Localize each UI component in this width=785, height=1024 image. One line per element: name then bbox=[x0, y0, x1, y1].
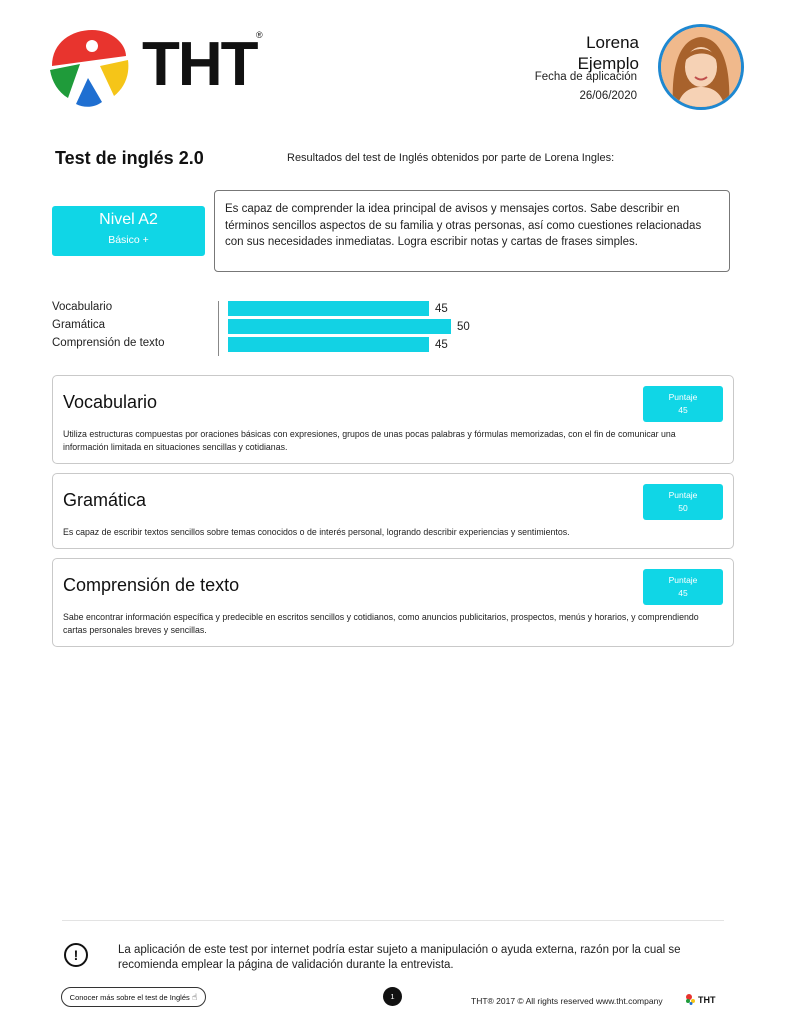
bar-gramatica bbox=[228, 319, 451, 334]
page-title: Test de inglés 2.0 bbox=[55, 148, 204, 168]
learn-more-label: Conocer más sobre el test de Inglés bbox=[69, 993, 190, 1002]
brand-name: THT bbox=[142, 30, 257, 99]
level-subtitle: Básico + bbox=[108, 234, 149, 246]
registered-mark: ® bbox=[256, 30, 263, 40]
tht-mini-logo-icon bbox=[685, 993, 717, 1005]
avatar-portrait-icon bbox=[661, 27, 741, 107]
score-badge bbox=[643, 386, 723, 422]
learn-more-button[interactable] bbox=[61, 987, 206, 1007]
skill-card-gramatica bbox=[52, 473, 734, 549]
skill-card-vocabulario bbox=[52, 375, 734, 464]
chart-axis bbox=[218, 301, 219, 356]
candidate-first-name: Lorena bbox=[586, 33, 639, 52]
bar-comprension bbox=[228, 337, 429, 352]
score-label: Puntaje bbox=[668, 575, 698, 585]
bar-value-comprension: 45 bbox=[435, 339, 448, 351]
logo-mark-icon bbox=[50, 30, 128, 107]
score-value: 50 bbox=[678, 503, 688, 513]
results-subtitle: Resultados del test de Inglés obtenidos por parte de Lorena Ingles: bbox=[287, 152, 615, 164]
bar-label-comprension: Comprensión de texto bbox=[52, 337, 165, 349]
bar-value-vocabulario: 45 bbox=[435, 303, 448, 315]
warning-text: La aplicación de este test por internet podría estar sujeto a manipulación o ayuda externa, razón por la cual se recomienda emplear la página de validación durante la entrevista. bbox=[118, 944, 681, 971]
bar-value-gramatica: 50 bbox=[457, 321, 470, 333]
level-title: Nivel A2 bbox=[99, 211, 158, 228]
svg-text:THT: THT bbox=[698, 995, 716, 1005]
level-description: Es capaz de comprender la idea principal de avisos y mensajes cortos. Sabe describir en términos sencillos aspectos de su familia y otras personas, así como cuestiones relacionadas con sus necesidades inmediatas. Logra escribir notas y cartas de frases simples. bbox=[214, 190, 730, 272]
skill-description: Utiliza estructuras compuestas por oraciones básicas con expresiones, grupos de unas pocas palabras y fórmulas memorizadas, con el fin de comunicar una información limitada en situaciones sencillas y cotidianas. bbox=[63, 429, 676, 452]
date-label: Fecha de aplicación bbox=[534, 71, 637, 83]
score-value: 45 bbox=[678, 405, 688, 415]
date-value: 26/06/2020 bbox=[579, 90, 637, 102]
score-label: Puntaje bbox=[668, 490, 698, 500]
copyright-text: THT® 2017 © All rights reserved www.tht.company bbox=[471, 996, 663, 1006]
avatar bbox=[658, 24, 744, 110]
score-value: 45 bbox=[678, 588, 688, 598]
skill-card-comprension bbox=[52, 558, 734, 647]
skill-title: Gramática bbox=[63, 490, 147, 510]
pointer-hand-icon: ☝ bbox=[191, 992, 198, 1002]
score-label: Puntaje bbox=[668, 392, 698, 402]
score-badge bbox=[643, 569, 723, 605]
bar-label-gramatica: Gramática bbox=[52, 319, 106, 331]
footer-divider bbox=[62, 920, 724, 921]
skill-title: Comprensión de texto bbox=[63, 575, 240, 595]
level-badge bbox=[52, 206, 205, 256]
skill-title: Vocabulario bbox=[63, 392, 158, 412]
skill-description: Sabe encontrar información específica y predecible en escritos sencillos y cotidianos, como anuncios publicitarios, prospectos, menús y horarios, y comprendiendo cartas personales breves y sencillas. bbox=[63, 612, 699, 635]
page-number: 1 bbox=[383, 987, 402, 1006]
candidate-last-name: Ejemplo bbox=[577, 54, 639, 73]
bar-vocabulario bbox=[228, 301, 429, 316]
bar-label-vocabulario: Vocabulario bbox=[52, 301, 113, 313]
score-badge bbox=[643, 484, 723, 520]
skill-description: Es capaz de escribir textos sencillos sobre temas conocidos o de interés personal, logrando describir experiencias y sentimientos. bbox=[63, 527, 570, 537]
warning-icon: ! bbox=[64, 943, 88, 967]
